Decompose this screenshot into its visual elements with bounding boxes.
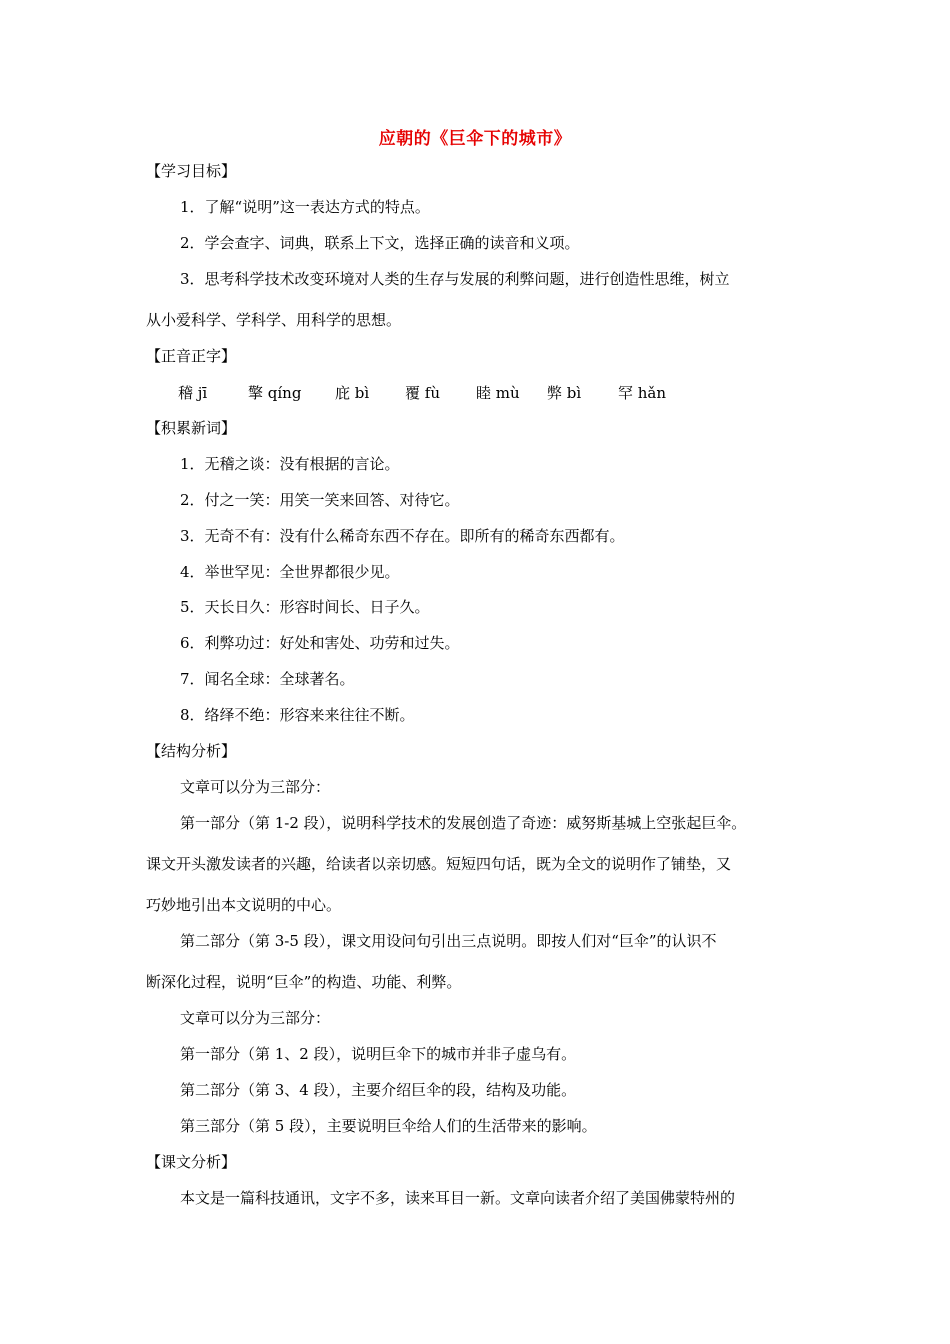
vocab-item: 2．付之一笑：用笑一笑来回答、对待它。	[180, 491, 460, 509]
vocab-item: 6．利弊功过：好处和害处、功劳和过失。	[180, 634, 460, 652]
paragraph-line: 第二部分（第 3、4 段），主要介绍巨伞的段，结构及功能。	[180, 1081, 577, 1099]
goal-item: 3．思考科学技术改变环境对人类的生存与发展的利弊问题，进行创造性思维，树立	[180, 270, 730, 288]
vocab-item: 7．闻名全球：全球著名。	[180, 670, 355, 688]
pinyin-item: 覆 fù	[405, 384, 440, 402]
pinyin-item: 庇 bì	[335, 384, 370, 402]
paragraph-line: 第一部分（第 1、2 段），说明巨伞下的城市并非子虚乌有。	[180, 1045, 577, 1063]
paragraph-line: 课文开头激发读者的兴趣，给读者以亲切感。短短四句话，既为全文的说明作了铺垫，又	[146, 855, 732, 873]
paragraph-line: 第三部分（第 5 段），主要说明巨伞给人们的生活带来的影响。	[180, 1117, 597, 1135]
paragraph-line: 断深化过程，说明“巨伞”的构造、功能、利弊。	[146, 973, 462, 991]
vocab-item: 4．举世罕见：全世界都很少见。	[180, 563, 400, 581]
paragraph-line: 文章可以分为三部分：	[180, 1009, 331, 1027]
vocab-item: 5．天长日久：形容时间长、日子久。	[180, 598, 430, 616]
vocab-item: 1．无稽之谈：没有根据的言论。	[180, 455, 400, 473]
page-title: 应朝的《巨伞下的城市》	[378, 129, 572, 149]
section-heading-goals: 【学习目标】	[146, 162, 237, 180]
section-heading-analysis: 【课文分析】	[146, 1153, 237, 1171]
paragraph-line: 文章可以分为三部分：	[180, 778, 331, 796]
goal-item: 2．学会查字、词典，联系上下文，选择正确的读音和义项。	[180, 234, 580, 252]
paragraph-line: 第一部分（第 1-2 段），说明科学技术的发展创造了奇迹：威努斯基城上空张起巨伞。	[180, 814, 747, 832]
pinyin-item: 睦 mù	[476, 384, 520, 402]
pinyin-item: 弊 bì	[547, 384, 582, 402]
section-heading-vocab: 【积累新词】	[146, 419, 237, 437]
pinyin-item: 稽 jī	[178, 384, 208, 402]
vocab-item: 8．络绎不绝：形容来来往往不断。	[180, 706, 415, 724]
paragraph-line: 本文是一篇科技通讯，文字不多，读来耳目一新。文章向读者介绍了美国佛蒙特州的	[180, 1189, 736, 1207]
section-heading-pronunciation: 【正音正字】	[146, 347, 237, 365]
pinyin-item: 擎 qíng	[248, 384, 302, 402]
goal-item: 1．了解“说明”这一表达方式的特点。	[180, 198, 430, 216]
vocab-item: 3．无奇不有：没有什么稀奇东西不存在。即所有的稀奇东西都有。	[180, 527, 625, 545]
pinyin-item: 罕 hǎn	[618, 384, 667, 402]
goal-item-continued: 从小爱科学、学科学、用科学的思想。	[146, 311, 402, 329]
section-heading-structure: 【结构分析】	[146, 742, 237, 760]
paragraph-line: 巧妙地引出本文说明的中心。	[146, 896, 342, 914]
paragraph-line: 第二部分（第 3-5 段），课文用设问句引出三点说明。即按人们对“巨伞”的认识不	[180, 932, 717, 950]
